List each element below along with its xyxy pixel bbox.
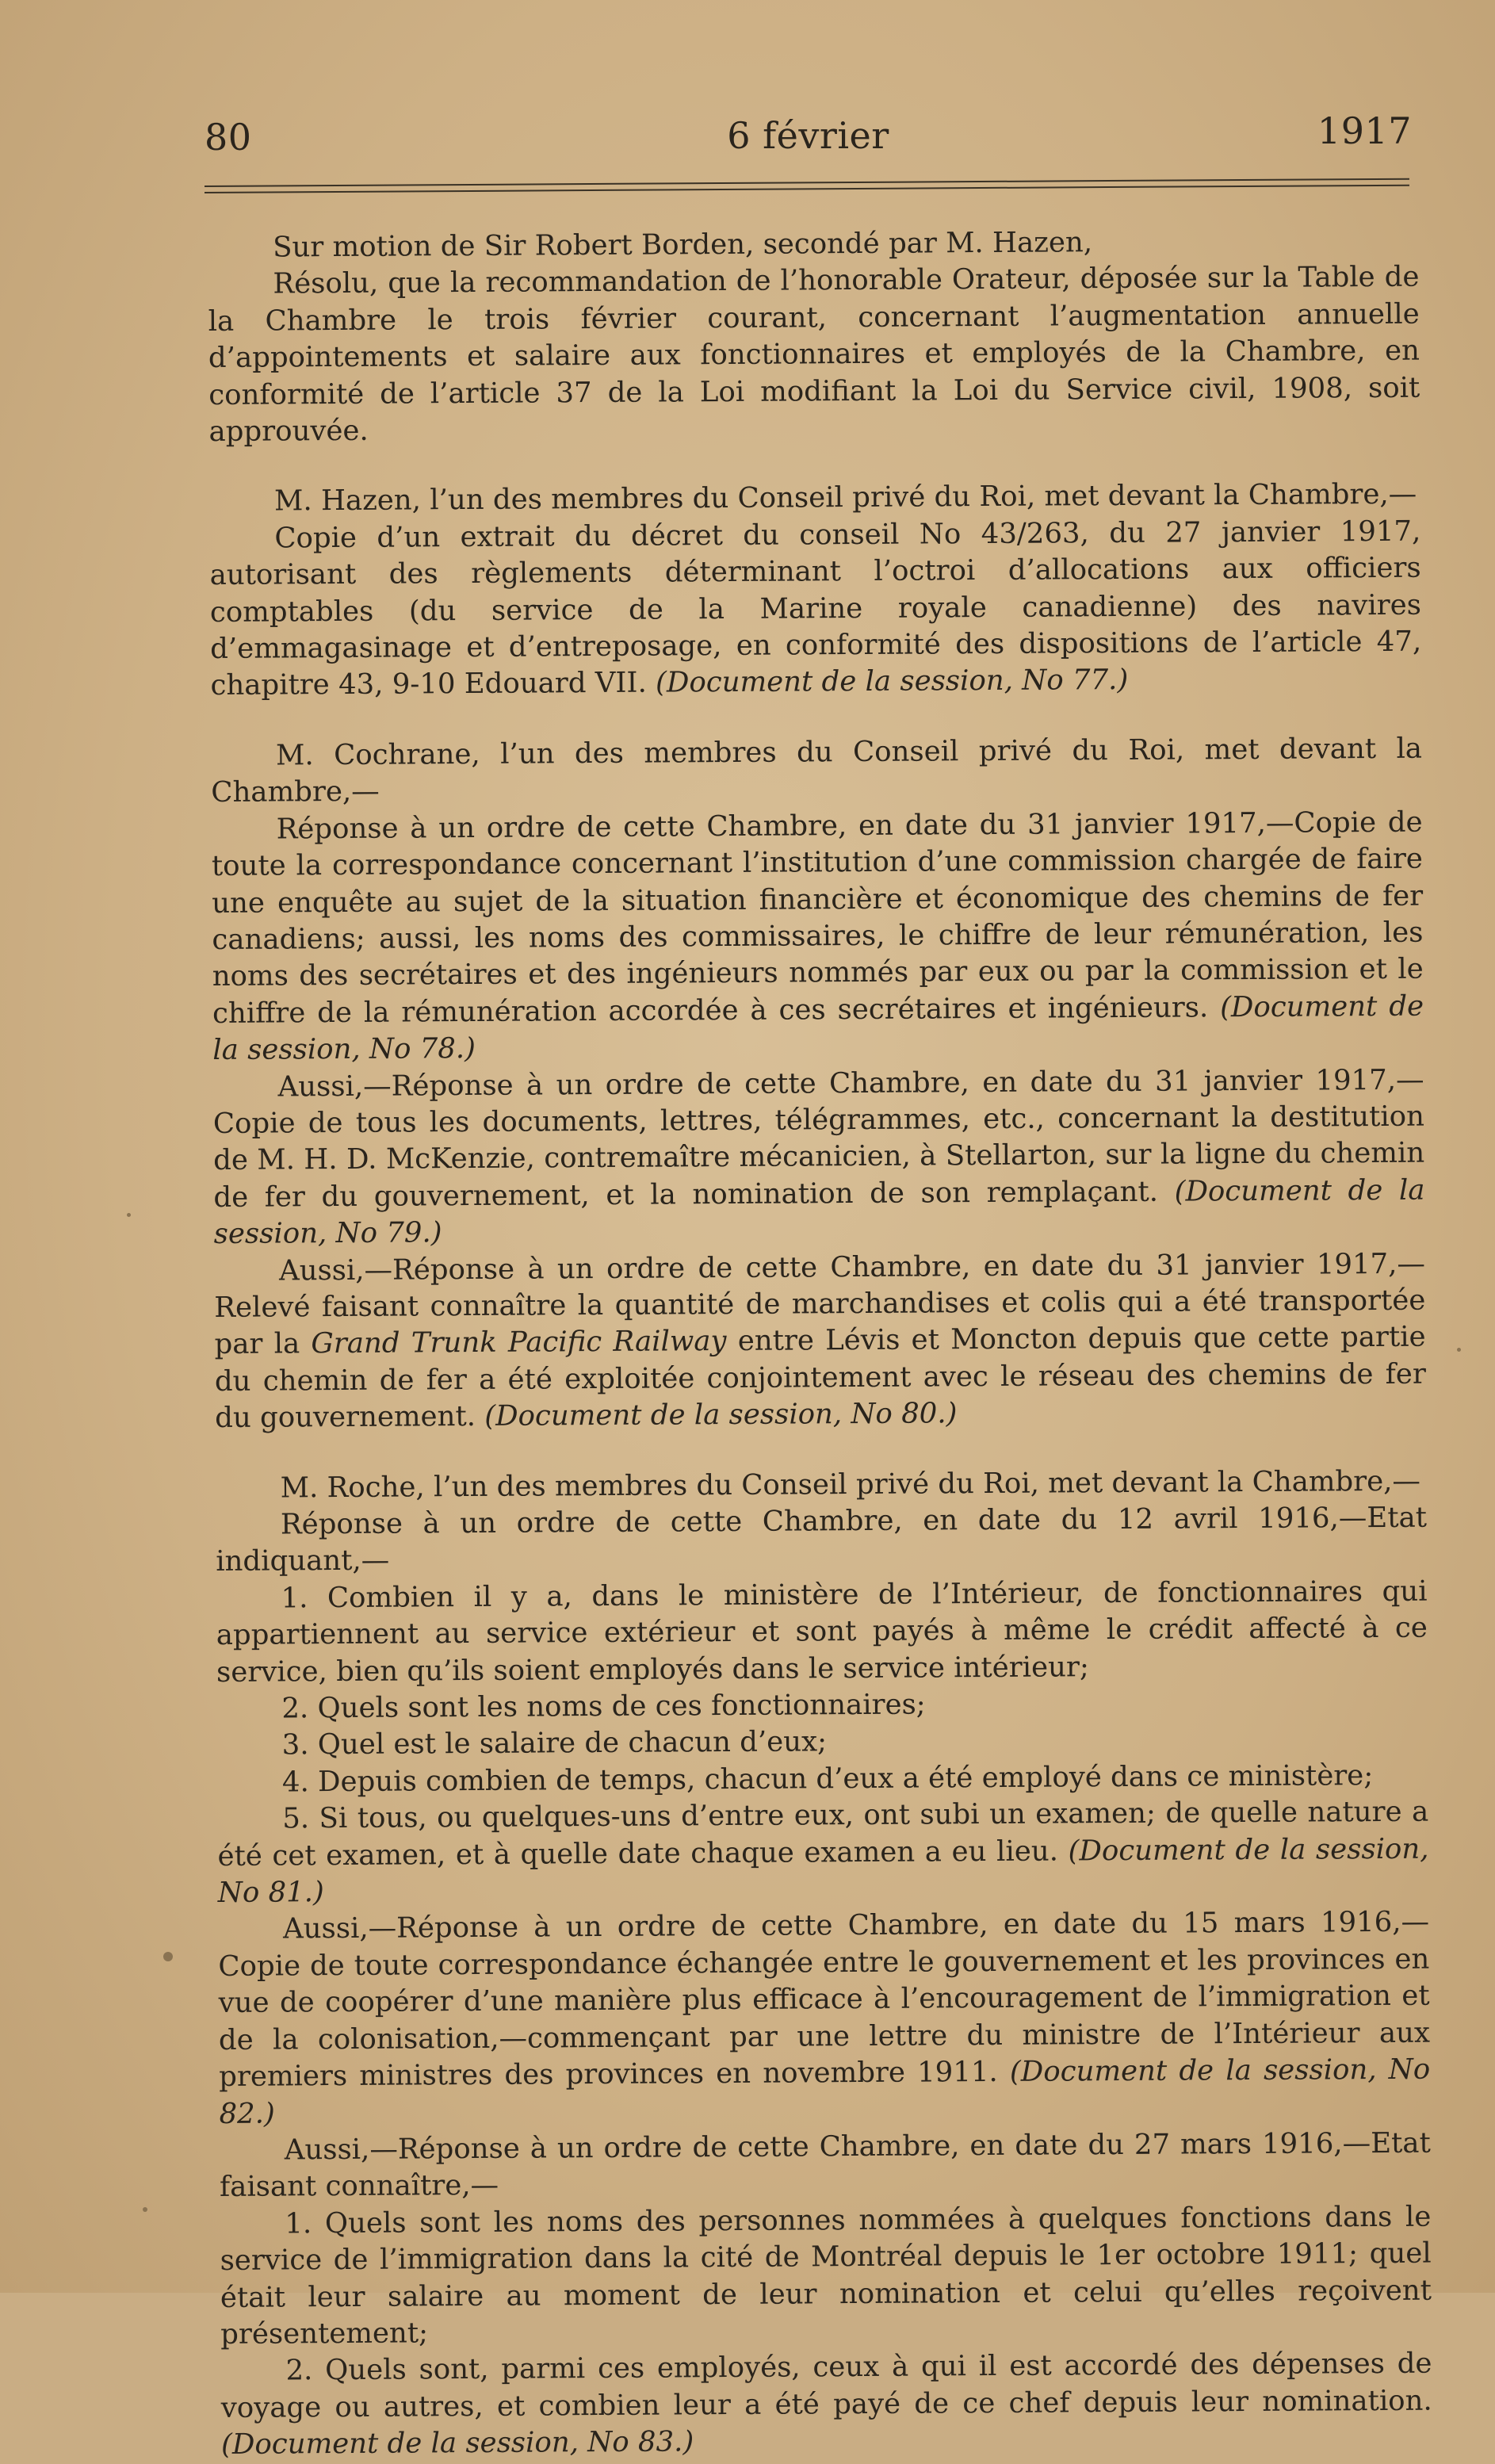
- paragraph-doc-82: Aussi,—Réponse à un ordre de cette Chambre, en date du 15 mars 1916,—Copie de toute correspondance échangée entre le gouvernement et les provinces en vue de coopérer d’une manière plus efficace à l’encouragement de l’immigration et de la colonisation,—commençant par une lettre du ministre de l’Intérieur aux premiers ministres des provinces en novembre 1911. (Document de la session, No 82.): [218, 1906, 1431, 2130]
- paragraph-doc-77: Copie d’un extrait du décret du conseil No 43/263, du 27 janvier 1917, autorisant des règlements déterminant l’octroi d’allocations aux officiers comptables (du service de la Marine royale canadienne) des navires d’emmagasinage et d’entreposage, en conformité des dispositions de l’article 47, chapitre 43, 9-10 Edouard VII. (Document de la session, No 77.): [209, 515, 1422, 702]
- header-date: 6 février: [727, 114, 889, 157]
- document-reference: (Document de la session, No 79.): [213, 1173, 1425, 1251]
- paragraph-cochrane-intro: M. Cochrane, l’un des membres du Conseil privé du Roi, met devant la Chambre,—: [211, 732, 1423, 809]
- document-reference: (Document de la session, No 81.): [217, 1832, 1429, 1910]
- header-year: 1917: [1317, 109, 1412, 152]
- paper-speck: [127, 1213, 131, 1217]
- paragraph-hazen-intro: M. Hazen, l’un des membres du Conseil privé du Roi, met devant la Chambre,—: [273, 478, 1417, 518]
- page-header: [205, 109, 1412, 165]
- list-item: 2. Quels sont les noms de ces fonctionnaires;: [281, 1688, 926, 1725]
- paragraph-doc-81-intro: Réponse à un ordre de cette Chambre, en date du 12 avril 1916,—Etat indiquant,—: [216, 1501, 1428, 1578]
- railway-name: Grand Trunk Pacific Railway: [311, 1325, 727, 1360]
- document-reference: (Document de la session, No 82.): [219, 2053, 1431, 2130]
- paragraph-roche-intro: M. Roche, l’un des membres du Conseil privé du Roi, met devant la Chambre,—: [280, 1464, 1421, 1505]
- page-number: 80: [205, 116, 252, 159]
- paper-speck: [1457, 1348, 1461, 1352]
- paragraph-doc-83-intro: Aussi,—Réponse à un ordre de cette Chambre, en date du 27 mars 1916,—Etat faisant connaître,—: [219, 2126, 1431, 2204]
- document-reference: (Document de la session, No 80.): [484, 1397, 958, 1433]
- document-reference: (Document de la session, No 83.): [220, 2425, 694, 2462]
- list-item: 3. Quel est le salaire de chacun d’eux;: [281, 1725, 828, 1762]
- paragraph-doc-79: Aussi,—Réponse à un ordre de cette Chambre, en date du 31 janvier 1917,—Copie de tous les documents, lettres, télégrammes, etc., concernant la destitution de M. H. D. McKenzie, contremaître mécanicien, à Stellarton, sur la ligne du chemin de fer du gouvernement, et la nomination de son remplaçant. (Document de la session, No 79.): [212, 1063, 1425, 1251]
- document-body: [208, 223, 1432, 2464]
- paragraph-doc-78: Réponse à un ordre de cette Chambre, en date du 31 janvier 1917,—Copie de toute la correspondance concernant l’institution d’une commission chargée de faire une enquête au sujet de la situation financière et économique des chemins de fer canadiens; aussi, les noms des commissaires, le chiffre de leur rémunération, les noms des secrétaires et des ingénieurs nommés par eux ou par la commission et le chiffre de la rémunération accordée à ces secrétaires et ingénieurs. (Document de la session, No 78.): [211, 805, 1424, 1067]
- paragraph-doc-80: Aussi,—Réponse à un ordre de cette Chambre, en date du 31 janvier 1917,—Relevé faisant connaître la quantité de marchandises et colis qui a été transportée par la Grand Trunk Pacific Railway entre Lévis et Moncton depuis que cette partie du chemin de fer a été exploitée conjointement avec le réseau des chemins de fer du gouvernement. (Document de la session, No 80.): [214, 1247, 1426, 1435]
- paragraph-resolution: Résolu, que la recommandation de l’honorable Orateur, déposée sur la Table de la Chambre le trois février courant, concernant l’augmentation annuelle d’appointements et salaire aux fonctionnaires et employés de la Chambre, en conformité de l’article 37 de la Loi modifiant la Loi du Service civil, 1908, soit approuvée.: [208, 261, 1420, 449]
- paper-speck: [163, 1952, 173, 1961]
- list-item: 5. Si tous, ou quelques-uns d’entre eux, ont subi un examen; de quelle nature a été cet examen, et à quelle date chaque examen a eu lieu. (Document de la session, No 81.): [217, 1795, 1429, 1910]
- paragraph-motion: Sur motion de Sir Robert Borden, secondé par M. Hazen,: [273, 226, 1093, 264]
- list-item: 2. Quels sont, parmi ces employés, ceux à qui il est accordé des dépenses de voyage ou autres, et combien leur a été payé de ce chef depuis leur nomination. (Document de la session, No 83.): [220, 2347, 1432, 2462]
- list-item: 1. Combien il y a, dans le ministère de l’Intérieur, de fonctionnaires qui appartiennent au service extérieur et sont payés à même le crédit affecté à ce service, bien qu’ils soient employés dans le service intérieur;: [216, 1574, 1428, 1689]
- paper-speck: [143, 2207, 147, 2212]
- list-item: 4. Depuis combien de temps, chacun d’eux a été employé dans ce ministère;: [281, 1758, 1374, 1799]
- document-reference: (Document de la session, No 77.): [655, 664, 1129, 700]
- document-reference: (Document de la session, No 78.): [212, 989, 1424, 1067]
- list-item: 1. Quels sont les noms des personnes nommées à quelques fonctions dans le service de l’immigration dans la cité de Montréal depuis le 1er octobre 1911; quel était leur salaire au moment de leur nomination et celui qu’elles reçoivent présentement;: [220, 2200, 1432, 2351]
